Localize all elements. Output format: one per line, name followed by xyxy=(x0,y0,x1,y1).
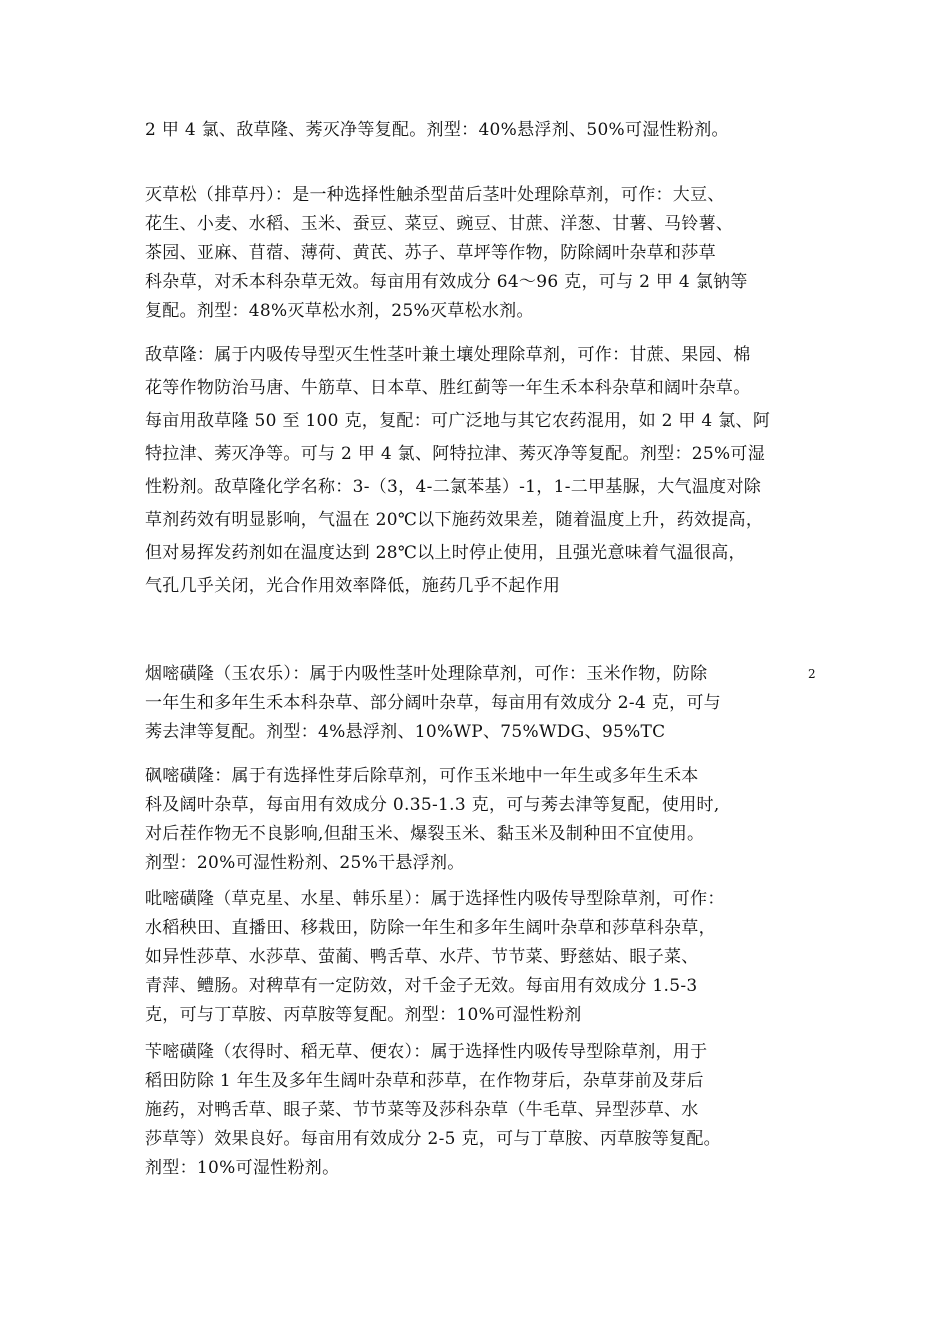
text-line: 科杂草，对禾本科杂草无效。每亩用有效成分 64～96 克，可与 2 甲 4 氯钠等 xyxy=(145,272,748,292)
text-line: 每亩用敌草隆 50 至 100 克，复配：可广泛地与其它农药混用，如 2 甲 4 氯、阿 xyxy=(145,411,771,431)
text-line: 吡嘧磺隆（草克星、水星、韩乐星）：属于选择性内吸传导型除草剂，可作： xyxy=(145,889,725,909)
text-line: 苄嘧磺隆（农得时、稻无草、便农）：属于选择性内吸传导型除草剂，用于 xyxy=(145,1042,708,1062)
text-line: 复配。剂型：48%灭草松水剂，25%灭草松水剂。 xyxy=(145,301,534,321)
text-line: 水稻秧田、直播田、移栽田，防除一年生和多年生阔叶杂草和莎草科杂草， xyxy=(145,918,716,938)
text-line: 克，可与丁草胺、丙草胺等复配。剂型：10%可湿性粉剂 xyxy=(145,1005,582,1025)
text-line: 对后茬作物无不良影响,但甜玉米、爆裂玉米、黏玉米及制种田不宜使用。 xyxy=(145,824,705,844)
text-line: 花生、小麦、水稻、玉米、蚕豆、菜豆、豌豆、甘蔗、洋葱、甘薯、马铃薯、 xyxy=(145,214,734,234)
text-line: 科及阔叶杂草，每亩用有效成分 0.35-1.3 克，可与莠去津等复配，使用时, xyxy=(145,795,720,815)
text-line: 花等作物防治马唐、牛筋草、日本草、胜红蓟等一年生禾本科杂草和阔叶杂草。 xyxy=(145,378,751,398)
text-line: 施药，对鸭舌草、眼子菜、节节菜等及莎科杂草（牛毛草、异型莎草、水 xyxy=(145,1100,699,1120)
text-line: 特拉津、莠灭净等。可与 2 甲 4 氯、阿特拉津、莠灭净等复配。剂型：25%可湿 xyxy=(145,444,766,464)
paragraph-compound-formulation xyxy=(145,116,825,145)
paragraph-diuron xyxy=(145,339,825,603)
text-line: 2 甲 4 氯、敌草隆、莠灭净等复配。剂型：40%悬浮剂、50%可湿性粉剂。 xyxy=(145,120,729,140)
text-line: 敌草隆：属于内吸传导型灭生性茎叶兼土壤处理除草剂，可作：甘蔗、果园、棉 xyxy=(145,345,751,365)
text-line: 剂型：10%可湿性粉剂。 xyxy=(145,1158,340,1178)
text-line: 气孔几乎关闭，光合作用效率降低，施药几乎不起作用 xyxy=(145,576,561,596)
text-line: 但对易挥发药剂如在温度达到 28℃以上时停止使用，且强光意味着气温很高， xyxy=(145,543,746,563)
text-line: 性粉剂。敌草隆化学名称：3-（3，4-二氯苯基）-1，1-二甲基脲，大气温度对除 xyxy=(145,477,762,497)
paragraph-bentazone xyxy=(145,181,825,326)
paragraph-rimsulfuron xyxy=(145,762,825,878)
text-line: 稻田防除 1 年生及多年生阔叶杂草和莎草，在作物芽后，杂草芽前及芽后 xyxy=(145,1071,704,1091)
text-line: 一年生和多年生禾本科杂草、部分阔叶杂草，每亩用有效成分 2-4 克，可与 xyxy=(145,693,721,713)
text-line: 茶园、亚麻、苜蓿、薄荷、黄芪、苏子、草坪等作物，防除阔叶杂草和莎草 xyxy=(145,243,716,263)
text-line: 莠去津等复配。剂型：4%悬浮剂、10%WP、75%WDG、95%TC xyxy=(145,722,666,742)
paragraph-pyrazosulfuron xyxy=(145,885,825,1030)
text-line: 砜嘧磺隆：属于有选择性芽后除草剂，可作玉米地中一年生或多年生禾本 xyxy=(145,766,699,786)
text-line: 青萍、鳢肠。对稗草有一定防效，对千金子无效。每亩用有效成分 1.5-3 xyxy=(145,976,698,996)
margin-mark: 2 xyxy=(808,667,816,681)
text-line-content: 烟嘧磺隆（玉农乐）：属于内吸性茎叶处理除草剂，可作：玉米作物，防除 xyxy=(145,664,708,684)
text-line: 剂型：20%可湿性粉剂、25%干悬浮剂。 xyxy=(145,853,465,873)
paragraph-bensulfuron xyxy=(145,1038,825,1183)
text-line: 草剂药效有明显影响，气温在 20℃以下施药效果差，随着温度上升，药效提高， xyxy=(145,510,764,530)
text-line: 莎草等）效果良好。每亩用有效成分 2-5 克，可与丁草胺、丙草胺等复配。 xyxy=(145,1129,721,1149)
text-line: 灭草松（排草丹）：是一种选择性触杀型苗后茎叶处理除草剂，可作：大豆、 xyxy=(145,185,725,205)
paragraph-nicosulfuron xyxy=(145,660,825,747)
text-line: 如异性莎草、水莎草、萤蔺、鸭舌草、水芹、节节菜、野慈姑、眼子菜、 xyxy=(145,947,699,967)
text-line xyxy=(145,660,825,689)
